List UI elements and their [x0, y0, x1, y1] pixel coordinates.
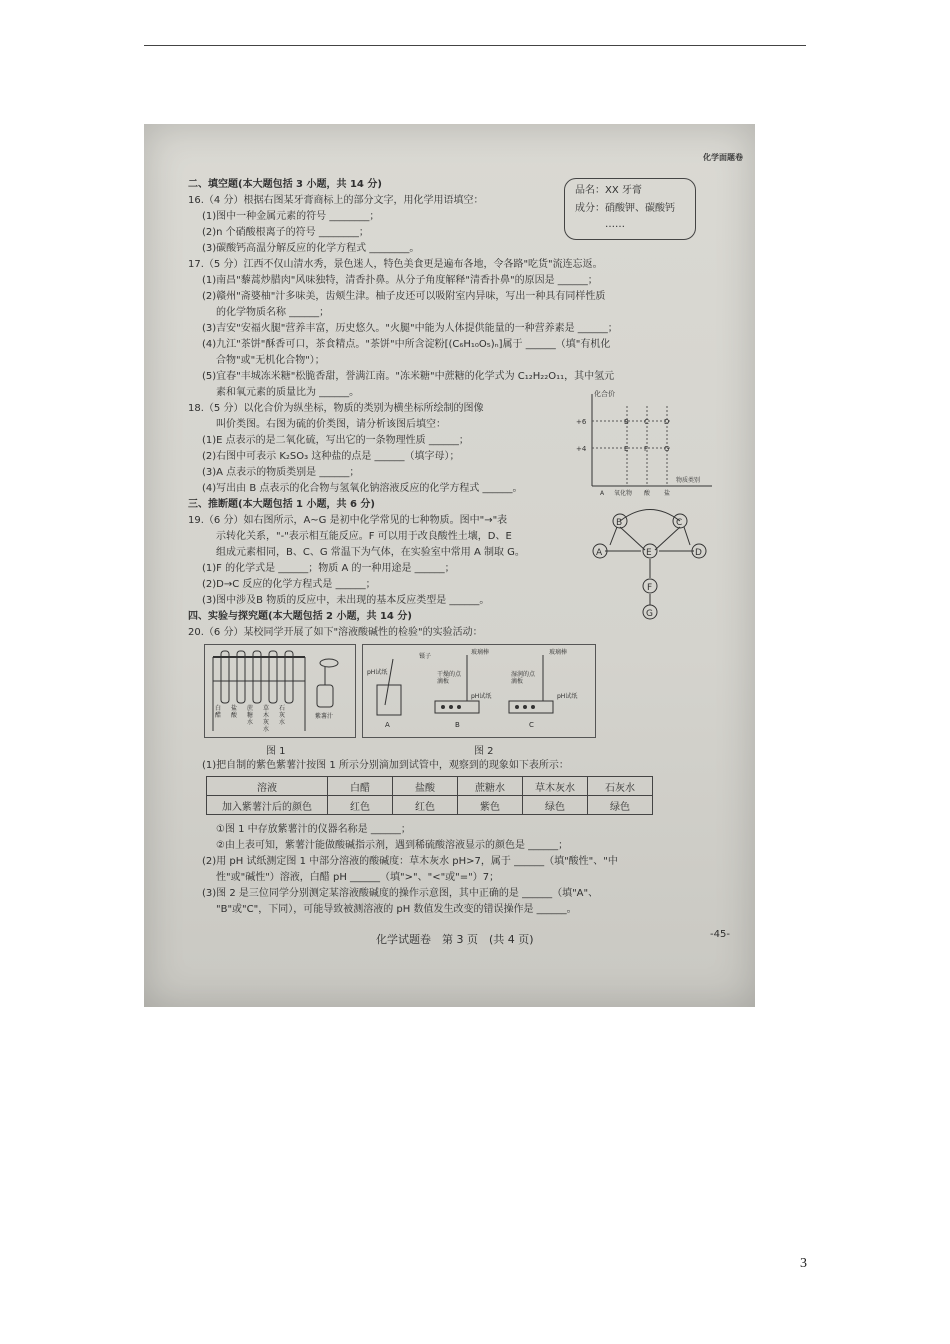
question-line: 叫价类图。右图为硫的价类图，请分析该图后填空： [216, 419, 446, 430]
table-cell: 绿色 [523, 796, 588, 815]
bottle-label: 紫薯汁 [315, 713, 334, 720]
valence-xtick-a: A [600, 490, 605, 496]
table-cell: 溶液 [207, 777, 328, 796]
question-line: 组成元素相同，B、C、G 常温下为气体，在实验室中常用 A 制取 G。 [216, 547, 525, 558]
question-line: (2)赣州"斋婆柚"汁多味美，齿颊生津。柚子皮还可以吸附室内异味，写出一种具有同样性质 [202, 291, 606, 302]
exam-footer: 化学试题卷 第 3 页 (共 4 页) [376, 933, 534, 946]
tube-label-sugar: 蔗糖水 [247, 705, 254, 726]
question-line: (2)D→C 反应的化学方程式是 ______； [202, 579, 376, 590]
tube-label-hcl: 盐酸 [231, 705, 238, 719]
exam-side-page: -45- [710, 929, 730, 940]
valence-ylabel: 化合价 [594, 390, 615, 398]
table-cell: 盐酸 [393, 777, 458, 796]
toothpaste-label-box [564, 178, 696, 240]
valence-point-f: F [644, 445, 649, 453]
valence-y4: +4 [576, 445, 587, 453]
question-line: (3)图 2 是三位同学分别测定某溶液酸碱度的操作示意图，其中正确的是 ______（填"A"、 [202, 888, 599, 899]
table-cell: 红色 [328, 796, 393, 815]
question-line: 二、填空题(本大题包括 3 小题，共 14 分) [188, 179, 382, 190]
color-results-table [206, 776, 653, 815]
exam-page-photo [144, 124, 755, 1007]
question-line: ①图 1 中存放紫薯汁的仪器名称是 ______； [216, 824, 411, 835]
question-line: 16.（4 分）根据右图某牙膏商标上的部分文字，用化学用语填空： [188, 195, 484, 206]
question-line: (1)图中一种金属元素的符号 ________； [202, 211, 380, 222]
exam-header: 化学面题卷 [703, 153, 743, 162]
table-cell: 紫色 [458, 796, 523, 815]
question-line: "B"或"C"，下同），可能导致被测溶液的 pH 数值发生改变的错误操作是 ______。 [216, 904, 577, 915]
question-line: 19.（6 分）如右图所示，A~G 是初中化学常见的七种物质。图中"→"表 [188, 515, 508, 526]
label-name: 品名：XX 牙膏 [575, 185, 642, 196]
table-row [207, 796, 653, 815]
table-cell: 绿色 [588, 796, 653, 815]
question-line: 三、推断题(本大题包括 1 小题，共 6 分) [188, 499, 375, 510]
valence-xlabel: 物质类别 [676, 477, 701, 484]
label-ingredients: 成分：硝酸钾、碳酸钙 [575, 203, 675, 214]
table-cell: 蔗糖水 [458, 777, 523, 796]
table-row [207, 777, 653, 796]
valence-xtick-oxide: 氧化物 [614, 490, 633, 496]
question-line: (1)E 点表示的是二氧化硫，写出它的一条物理性质 ______； [202, 435, 469, 446]
question-line: 四、实验与探究题(本大题包括 2 小题，共 14 分) [188, 611, 412, 622]
valence-xtick-acid: 酸 [644, 490, 651, 496]
figure-1-caption: 图 1 [266, 746, 286, 757]
valence-y6: +6 [576, 418, 587, 426]
node-b: B [616, 518, 623, 528]
node-e: E [646, 548, 652, 558]
fig2-tweezers: 镊子 [419, 653, 432, 660]
valence-point-c: C [644, 418, 649, 426]
valence-point-g: G [664, 445, 670, 453]
top-rule [144, 45, 806, 46]
question-line: (3)A 点表示的物质类别是 ______； [202, 467, 360, 478]
question-line: 示转化关系，"-"表示相互能反应。F 可以用于改良酸性土壤，D、E [216, 531, 512, 542]
question-line: 17.（5 分）江西不仅山清水秀，景色迷人，特色美食更是遍布各地，令各路"吃货"流连忘返。 [188, 259, 603, 270]
fig2-wet-plate: 湿润的点滴板 [511, 671, 536, 685]
table-cell: 加入紫薯汁后的颜色 [207, 796, 328, 815]
question-line: (4)九江"茶饼"酥香可口，茶食精点。"茶饼"中所含淀粉[(C₆H₁₀O₅)ₙ]属于 ______（填"有机化 [202, 339, 611, 350]
figure-2-caption: 图 2 [474, 746, 494, 757]
fig2-rod-c: 玻璃棒 [549, 649, 568, 656]
question-line: (4)写出由 B 点表示的化合物与氢氧化钠溶液反应的化学方程式 ______。 [202, 483, 523, 494]
question-line: ②由上表可知，紫薯汁能做酸碱指示剂，遇到稀硫酸溶液显示的颜色是 ______； [216, 840, 569, 851]
question-line: (2)右图中可表示 K₂SO₃ 这种盐的点是 ______（填字母）； [202, 451, 460, 462]
tube-label-ash: 草木灰水 [263, 705, 270, 733]
table-cell: 石灰水 [588, 777, 653, 796]
question-line: (3)图中涉及B 物质的反应中，未出现的基本反应类型是 ______。 [202, 595, 490, 606]
fig2-ph-paper-c: pH试纸 [557, 693, 578, 700]
tube-label-vinegar: 白醋 [215, 705, 222, 719]
node-g: G [646, 609, 653, 619]
page-number: 3 [800, 1256, 807, 1271]
fig2-label-c: C [529, 721, 534, 729]
node-c: C [676, 518, 683, 528]
question-line: (2)用 pH 试纸测定图 1 中部分溶液的酸碱度：草木灰水 pH>7，属于 ______（填"酸性"、"中 [202, 856, 618, 867]
fig2-rod-b: 玻璃棒 [471, 649, 490, 656]
question-line: 合物"或"无机化合物"）； [216, 355, 325, 366]
figure-1-test-tubes [204, 644, 356, 738]
sulfur-valence-chart [572, 386, 722, 496]
fig2-ph-paper-b: pH试纸 [471, 693, 492, 700]
inference-diagram [590, 506, 714, 624]
question-line: (3)吉安"安福火腿"营养丰富，历史悠久。"火腿"中能为人体提供能量的一种营养素是 ______； [202, 323, 618, 334]
question-line: 20.（6 分）某校同学开展了如下"溶液酸碱性的检验"的实验活动： [188, 627, 483, 638]
label-more: …… [605, 219, 625, 230]
question-line: (3)碳酸钙高温分解反应的化学方程式 ________。 [202, 243, 420, 254]
question-line: (2)n 个硝酸根离子的符号 ________； [202, 227, 369, 238]
figure-2-ph-tests [362, 644, 596, 738]
tube-label-lime: 石灰水 [279, 705, 286, 726]
fig2-label-b: B [455, 721, 460, 729]
question-line: (1)F 的化学式是 ______；物质 A 的一种用途是 ______； [202, 563, 455, 574]
table-cell: 红色 [393, 796, 458, 815]
fig2-ph-paper-a: pH试纸 [367, 669, 388, 676]
valence-point-e: E [624, 445, 629, 453]
node-d: D [695, 548, 702, 558]
fig2-label-a: A [385, 721, 390, 729]
fig2-dry-plate: 干燥的点滴板 [437, 671, 462, 685]
valence-point-b: B [624, 418, 629, 426]
table-cell: 草木灰水 [523, 777, 588, 796]
node-f: F [647, 583, 653, 593]
valence-xtick-salt: 盐 [664, 490, 671, 496]
table-cell: 白醋 [328, 777, 393, 796]
question-line: (1)南昌"藜蒿炒腊肉"风味独特，清香扑鼻。从分子角度解释"清香扑鼻"的原因是 ______； [202, 275, 598, 286]
question-line: 18.（5 分）以化合价为纵坐标，物质的类别为横坐标所绘制的图像 [188, 403, 484, 414]
node-a: A [596, 548, 603, 558]
question-line: 素和氧元素的质量比为 ______。 [216, 387, 360, 398]
question-line: (5)宜春"丰城冻米糖"松脆香甜，誉满江南。"冻米糖"中蔗糖的化学式为 C₁₂H₂₂O₁₁，其中氢元 [202, 371, 615, 382]
question-line: 性"或"碱性"）溶液，白醋 pH ______（填">"、"<"或"="）7； [216, 872, 500, 883]
valence-point-d: D [664, 418, 670, 426]
question-line: (1)把自制的紫色紫薯汁按图 1 所示分别滴加到试管中，观察到的现象如下表所示： [202, 760, 569, 771]
question-line: 的化学物质名称 ______； [216, 307, 330, 318]
